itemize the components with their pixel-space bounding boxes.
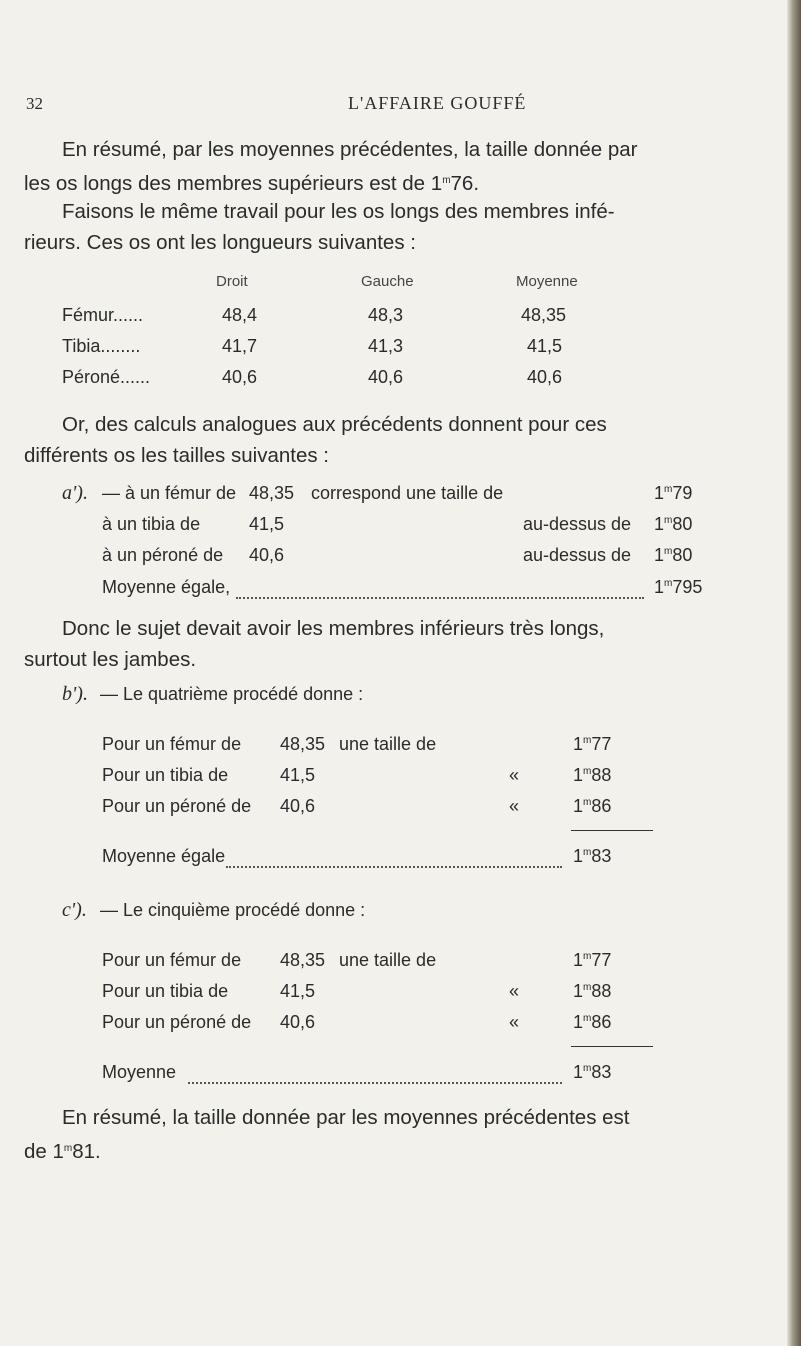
unit-sup: m xyxy=(583,1063,592,1074)
running-title: L'AFFAIRE GOUFFÉ xyxy=(348,93,527,113)
para4-line1: En résumé, la taille donnée par les moyennes précédentes est xyxy=(62,1106,630,1129)
unit-sup: m xyxy=(63,1143,73,1154)
result-int: 1 xyxy=(573,950,584,970)
result-dec: 88 xyxy=(591,981,612,1001)
list-item-result xyxy=(573,950,611,971)
result-int: 1 xyxy=(573,1062,584,1082)
list-item-value: 41,5 xyxy=(280,981,316,1001)
para1-line4: rieurs. Ces os ont les longueurs suivantes : xyxy=(24,231,416,254)
cell-gauche: 48,3 xyxy=(368,305,404,325)
average-result xyxy=(573,846,611,867)
para1-line3: Faisons le même travail pour les os longs des membres infé- xyxy=(62,200,615,223)
para1-line2-end: 76. xyxy=(450,172,480,195)
cell-gauche: 41,3 xyxy=(368,336,404,356)
result-dec: 86 xyxy=(591,796,612,816)
page-edge-shadow xyxy=(787,0,801,1346)
list-item-prefix: à un tibia de xyxy=(102,514,201,534)
unit-sup: m xyxy=(583,847,592,858)
row-name: Péroné...... xyxy=(62,367,151,387)
result-dec: 83 xyxy=(591,1062,612,1082)
para3-line1: Donc le sujet devait avoir les membres inférieurs très longs, xyxy=(62,617,605,640)
result-int: 1 xyxy=(573,765,584,785)
list-item-value: 41,5 xyxy=(249,514,285,534)
sum-rule xyxy=(571,1046,653,1047)
list-item-result xyxy=(573,796,611,817)
result-int: 1 xyxy=(573,734,584,754)
dot-leader xyxy=(236,597,644,599)
cell-droit: 40,6 xyxy=(222,367,258,387)
para1-line2-text: les os longs des membres supérieurs est de 1 xyxy=(24,172,443,195)
list-item-value: 40,6 xyxy=(280,1012,316,1032)
list-item-mid: au-dessus de xyxy=(523,514,632,534)
list-item-mid: « xyxy=(509,796,520,816)
list-item-mid: une taille de xyxy=(339,950,437,970)
para4-line2-text: de 1 xyxy=(24,1140,64,1163)
result-int: 1 xyxy=(654,514,665,534)
col-header-gauche: Gauche xyxy=(361,273,414,290)
dot-leader xyxy=(226,866,562,868)
result-int: 1 xyxy=(573,1012,584,1032)
list-item-prefix: — à un fémur de xyxy=(102,483,237,503)
dot-leader xyxy=(188,1082,562,1084)
unit-sup: m xyxy=(664,546,673,557)
cell-moyenne: 48,35 xyxy=(521,305,567,325)
list-item-result xyxy=(654,514,692,535)
list-item-result xyxy=(573,734,611,755)
result-dec: 77 xyxy=(591,950,612,970)
list-item-prefix: Pour un fémur de xyxy=(102,950,242,970)
list-item-prefix: Pour un tibia de xyxy=(102,765,229,785)
para2-line1: Or, des calculs analogues aux précédents donnent pour ces xyxy=(62,413,607,436)
unit-sup: m xyxy=(664,515,673,526)
result-int: 1 xyxy=(654,577,665,597)
list-item-mid: « xyxy=(509,1012,520,1032)
col-header-moyenne: Moyenne xyxy=(516,273,578,290)
row-name: Fémur...... xyxy=(62,305,144,325)
list-item-mid: une taille de xyxy=(339,734,437,754)
result-int: 1 xyxy=(654,545,665,565)
result-int: 1 xyxy=(573,846,584,866)
result-dec: 77 xyxy=(591,734,612,754)
result-int: 1 xyxy=(654,483,665,503)
para4-line2 xyxy=(24,1134,101,1167)
list-item-result xyxy=(573,981,611,1002)
result-dec: 80 xyxy=(672,514,693,534)
list-item-mid: « xyxy=(509,765,520,785)
para1-line2 xyxy=(24,166,479,199)
row-name: Tibia........ xyxy=(62,336,141,356)
list-item-prefix: Pour un péroné de xyxy=(102,1012,252,1032)
unit-sup: m xyxy=(583,735,592,746)
cell-moyenne: 41,5 xyxy=(527,336,563,356)
unit-sup: m xyxy=(442,175,451,186)
list-item-value: 40,6 xyxy=(280,796,316,816)
para3-line2: surtout les jambes. xyxy=(24,648,197,671)
list-item-result xyxy=(573,1012,611,1033)
unit-sup: m xyxy=(583,1013,592,1024)
average-label: Moyenne égale, xyxy=(102,577,231,597)
page-number: 32 xyxy=(26,94,43,113)
average-result xyxy=(573,1062,611,1083)
average-result xyxy=(654,577,702,598)
result-int: 1 xyxy=(573,796,584,816)
section-b-intro: — Le quatrième procédé donne : xyxy=(100,684,364,704)
list-item-mid: correspond une taille de xyxy=(311,483,504,503)
unit-sup: m xyxy=(583,797,592,808)
result-dec: 88 xyxy=(591,765,612,785)
cell-moyenne: 40,6 xyxy=(527,367,563,387)
result-dec: 795 xyxy=(672,577,703,597)
list-item-value: 48,35 xyxy=(280,734,326,754)
para1-line1: En résumé, par les moyennes précédentes, la taille donnée par xyxy=(62,138,638,161)
list-item-mid: « xyxy=(509,981,520,1001)
result-dec: 86 xyxy=(591,1012,612,1032)
para2-line2: différents os les tailles suivantes : xyxy=(24,444,329,467)
cell-droit: 48,4 xyxy=(222,305,258,325)
list-item-prefix: Pour un péroné de xyxy=(102,796,252,816)
unit-sup: m xyxy=(583,951,592,962)
list-item-result xyxy=(654,483,692,504)
list-item-prefix: Pour un tibia de xyxy=(102,981,229,1001)
result-int: 1 xyxy=(573,981,584,1001)
unit-sup: m xyxy=(583,766,592,777)
section-b-label: b'). xyxy=(62,683,88,705)
list-item-value: 41,5 xyxy=(280,765,316,785)
para4-line2-end: 81. xyxy=(72,1140,101,1163)
section-c-intro: — Le cinquième procédé donne : xyxy=(100,900,366,920)
list-item-prefix: à un péroné de xyxy=(102,545,224,565)
average-label: Moyenne xyxy=(102,1062,177,1082)
average-label: Moyenne égale xyxy=(102,846,226,866)
list-item-prefix: Pour un fémur de xyxy=(102,734,242,754)
list-item-value: 40,6 xyxy=(249,545,285,565)
cell-droit: 41,7 xyxy=(222,336,258,356)
result-dec: 80 xyxy=(672,545,693,565)
section-c-label: c'). xyxy=(62,899,87,921)
list-item-result xyxy=(654,545,692,566)
result-dec: 79 xyxy=(672,483,693,503)
unit-sup: m xyxy=(583,982,592,993)
col-header-droit: Droit xyxy=(216,273,248,290)
list-item-result xyxy=(573,765,611,786)
unit-sup: m xyxy=(664,578,673,589)
sum-rule xyxy=(571,830,653,831)
result-dec: 83 xyxy=(591,846,612,866)
list-item-value: 48,35 xyxy=(280,950,326,970)
list-item-value: 48,35 xyxy=(249,483,295,503)
section-a-label: a'). xyxy=(62,482,88,504)
cell-gauche: 40,6 xyxy=(368,367,404,387)
unit-sup: m xyxy=(664,484,673,495)
list-item-mid: au-dessus de xyxy=(523,545,632,565)
